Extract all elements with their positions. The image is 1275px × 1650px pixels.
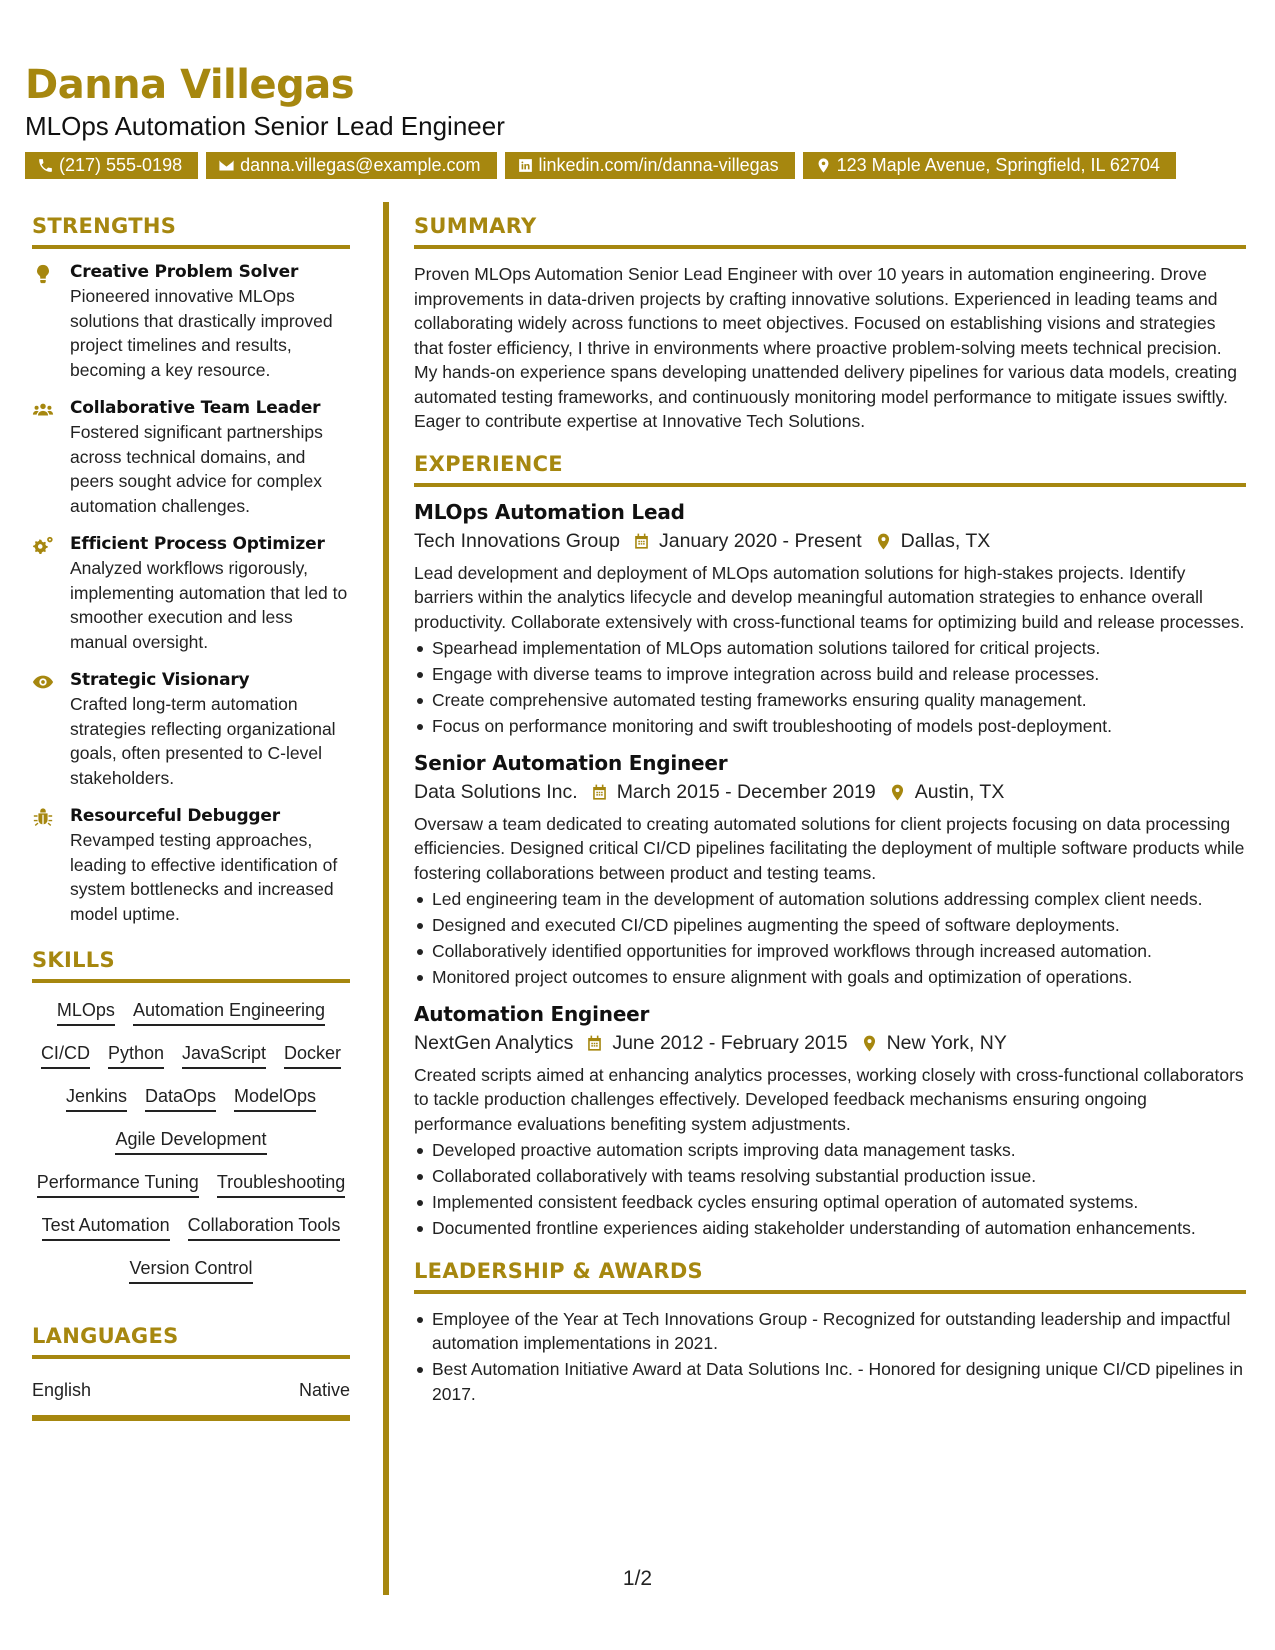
summary-text: Proven MLOps Automation Senior Lead Engineer with over 10 years in automation engineering. Drove improvements in data-driven projects by crafting innovative solutions. Experienced in leading teams and collaborating widely across functions to meet objectives. Focused on establishing visions and strategies that foster efficiency, I thrive in environments where proactive problem-solving meets technical precision. My hands-on experience spans developing unattended delivery pipelines for various data models, creating automated testing frameworks, and continuously monitoring model performance to mitigate issues swiftly. Eager to contribute expertise at Innovative Tech Solutions. <box>414 264 1238 431</box>
skill-tag: MLOps <box>57 1000 115 1026</box>
gears-icon <box>32 535 54 557</box>
role-bullets <box>414 1138 1246 1241</box>
role-title: MLOps Automation Lead <box>414 499 685 524</box>
strength-item <box>32 262 350 382</box>
strength-item <box>32 534 350 654</box>
contact-email[interactable] <box>206 152 496 179</box>
strength-desc: Fostered significant partnerships across technical domains, and peers sought advice for complex automation challenges. <box>70 422 323 516</box>
bullet-item: Engage with diverse teams to improve integration across build and release processes. <box>432 662 1246 687</box>
skill-tag: Jenkins <box>66 1086 127 1112</box>
award-item: Best Automation Initiative Award at Data Solutions Inc. - Honored for designing unique CI/CD pipelines in 2017. <box>432 1357 1246 1406</box>
left-column <box>32 214 350 1421</box>
eye-icon <box>32 671 54 693</box>
skills-list <box>32 996 350 1284</box>
skill-tag: JavaScript <box>182 1043 266 1069</box>
skill-tag: Collaboration Tools <box>188 1215 341 1241</box>
strength-title: Collaborative Team Leader <box>70 398 321 418</box>
contact-phone[interactable] <box>25 152 198 179</box>
phone-icon <box>37 157 54 174</box>
skill-tag: ModelOps <box>234 1086 316 1112</box>
role-company: Data Solutions Inc. <box>414 780 578 803</box>
role-meta <box>414 530 1246 553</box>
users-icon <box>32 399 54 421</box>
envelope-icon <box>218 157 235 174</box>
column-divider <box>383 202 389 1595</box>
contact-address-text: 123 Maple Avenue, Springfield, IL 62704 <box>836 155 1160 175</box>
skill-tag: CI/CD <box>41 1043 90 1069</box>
bullet-item: Collaborated collaboratively with teams resolving substantial production issue. <box>432 1164 1246 1189</box>
languages-heading: LANGUAGES <box>32 1324 350 1359</box>
bullet-item: Designed and executed CI/CD pipelines augmenting the speed of software deployments. <box>432 913 1246 938</box>
location-pin-icon <box>860 1034 879 1053</box>
location-pin-icon <box>815 157 832 174</box>
role-bullets <box>414 887 1246 990</box>
role-location: New York, NY <box>886 1031 1007 1054</box>
role-meta <box>414 1032 1246 1055</box>
skill-tag: Automation Engineering <box>133 1000 325 1026</box>
skill-tag: Test Automation <box>42 1215 170 1241</box>
linkedin-icon <box>517 157 534 174</box>
skill-tag: Troubleshooting <box>217 1172 345 1198</box>
skill-tag: Agile Development <box>115 1129 266 1155</box>
contact-linkedin[interactable] <box>505 152 795 179</box>
strength-desc: Revamped testing approaches, leading to effective identification of system bottlenecks and increased model uptime. <box>70 830 338 924</box>
strength-desc: Pioneered innovative MLOps solutions that drastically improved project timelines and results, becoming a key resource. <box>70 286 333 380</box>
strength-desc: Crafted long-term automation strategies reflecting organizational goals, often presented to C-level stakeholders. <box>70 694 336 788</box>
role-description: Created scripts aimed at enhancing analytics processes, working closely with cross-functional collaborators to tackle production challenges effectively. Developed feedback mechanisms ensuring ongoing performance evaluations benefiting system adjustments. <box>414 1064 1244 1134</box>
bullet-item: Collaboratively identified opportunities for improved workflows through increased automation. <box>432 939 1246 964</box>
bullet-item: Led engineering team in the development of automation solutions addressing complex client needs. <box>432 887 1246 912</box>
strength-item <box>32 398 350 518</box>
language-level: Native <box>298 1380 350 1400</box>
strength-item <box>32 670 350 790</box>
summary-heading: SUMMARY <box>414 214 1246 249</box>
skills-heading: SKILLS <box>32 948 350 983</box>
awards-list <box>414 1307 1246 1407</box>
role-location: Dallas, TX <box>900 529 991 552</box>
skill-tag: Docker <box>284 1043 341 1069</box>
location-pin-icon <box>874 532 893 551</box>
experience-entry <box>414 751 1246 990</box>
skill-tag: Version Control <box>129 1258 252 1284</box>
role-title: Automation Engineer <box>414 1001 650 1026</box>
bullet-item: Monitored project outcomes to ensure alignment with goals and optimization of operations. <box>432 965 1246 990</box>
language-name: English <box>32 1380 92 1400</box>
strengths-heading: STRENGTHS <box>32 214 350 249</box>
job-title: MLOps Automation Senior Lead Engineer <box>25 111 505 141</box>
bullet-item: Focus on performance monitoring and swift troubleshooting of models post-deployment. <box>432 714 1246 739</box>
skill-tag: DataOps <box>145 1086 216 1112</box>
award-item: Employee of the Year at Tech Innovations Group - Recognized for outstanding leadership and impactful automation implementations in 2021. <box>432 1307 1246 1356</box>
strength-desc: Analyzed workflows rigorously, implementing automation that led to smoother execution and less manual oversight. <box>70 558 348 652</box>
role-title: Senior Automation Engineer <box>414 750 728 775</box>
strength-title: Creative Problem Solver <box>70 262 299 282</box>
calendar-icon <box>590 783 609 802</box>
bullet-item: Documented frontline experiences aiding stakeholder understanding of automation enhancements. <box>432 1216 1246 1241</box>
role-company: Tech Innovations Group <box>414 529 620 552</box>
experience-heading: EXPERIENCE <box>414 452 1246 487</box>
location-pin-icon <box>888 783 907 802</box>
role-description: Lead development and deployment of MLOps automation solutions for high-stakes projects. Identify barriers within the analytics lifecycle and develop meaningful automation strategies to enhance overall productivity. Collaborate extensively with cross-functional teams for optimizing build and release processes. <box>414 562 1245 632</box>
skill-tag: Python <box>108 1043 164 1069</box>
awards-heading: LEADERSHIP & AWARDS <box>414 1259 1246 1294</box>
role-dates: March 2015 - December 2019 <box>616 780 876 803</box>
role-dates: June 2012 - February 2015 <box>612 1031 848 1054</box>
right-column <box>414 214 1246 1408</box>
language-row <box>32 1372 350 1421</box>
strength-item <box>32 806 350 926</box>
contact-address <box>803 152 1176 179</box>
bullet-item: Implemented consistent feedback cycles ensuring optimal operation of automated systems. <box>432 1190 1246 1215</box>
bullet-item: Developed proactive automation scripts improving data management tasks. <box>432 1138 1246 1163</box>
strength-title: Strategic Visionary <box>70 670 250 690</box>
calendar-icon <box>585 1034 604 1053</box>
role-location: Austin, TX <box>914 780 1005 803</box>
contact-email-text: danna.villegas@example.com <box>240 155 481 175</box>
calendar-icon <box>632 532 651 551</box>
role-description: Oversaw a team dedicated to creating automated solutions for client projects focusing on data processing efficiencies. Designed critical CI/CD pipelines facilitating the deployment of multiple software products while fostering collaborations between product and testing teams. <box>414 813 1245 883</box>
bullet-item: Create comprehensive automated testing frameworks ensuring quality management. <box>432 688 1246 713</box>
experience-entry <box>414 1002 1246 1241</box>
role-company: NextGen Analytics <box>414 1031 574 1054</box>
contact-linkedin-text: linkedin.com/in/danna-villegas <box>538 155 779 175</box>
role-bullets <box>414 636 1246 739</box>
contact-bar <box>25 152 1176 179</box>
experience-entry <box>414 500 1246 739</box>
role-dates: January 2020 - Present <box>658 529 862 552</box>
contact-phone-text: (217) 555-0198 <box>59 155 183 175</box>
bug-icon <box>32 807 54 829</box>
bullet-item: Spearhead implementation of MLOps automation solutions tailored for critical projects. <box>432 636 1246 661</box>
role-meta <box>414 781 1246 804</box>
candidate-name: Danna Villegas <box>25 62 355 108</box>
page-number: 1/2 <box>622 1567 653 1590</box>
lightbulb-icon <box>32 263 54 285</box>
strength-title: Resourceful Debugger <box>70 806 280 826</box>
skill-tag: Performance Tuning <box>37 1172 199 1198</box>
strength-title: Efficient Process Optimizer <box>70 534 325 554</box>
